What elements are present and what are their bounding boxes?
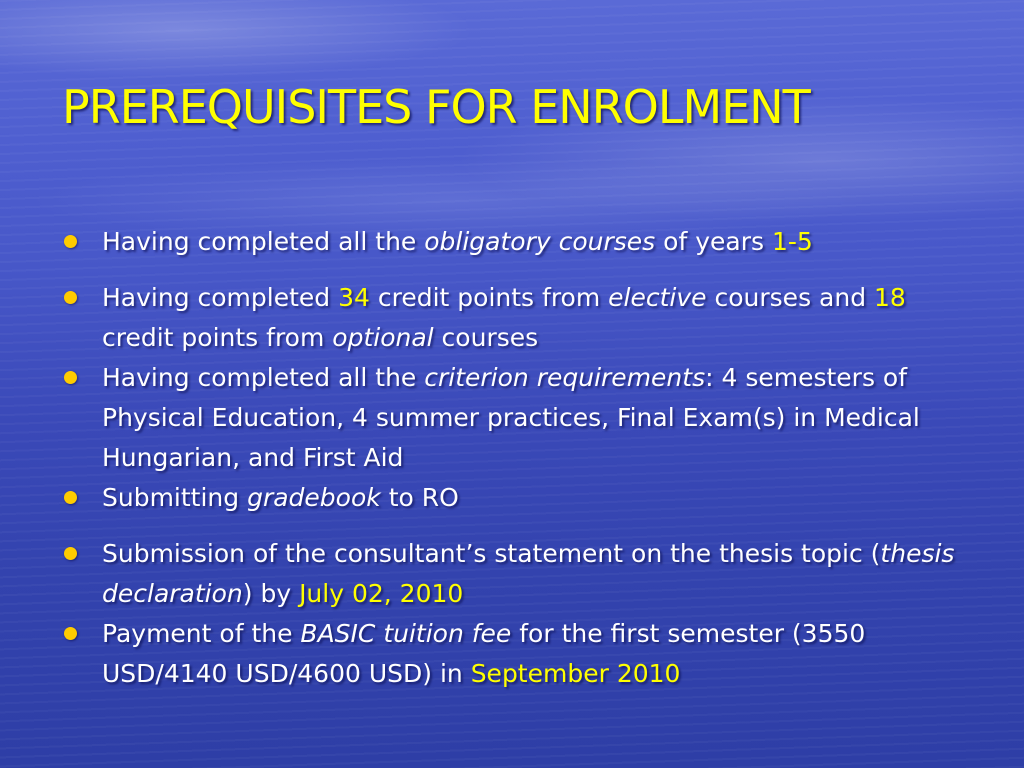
bullet-text: Having completed all the [102, 363, 425, 392]
bullet-highlight: 1-5 [771, 227, 813, 256]
bullet-gradebook [62, 478, 962, 518]
bullet-text: to RO [380, 483, 459, 512]
bullet-text: credit points from [369, 283, 609, 312]
bullet-dot-icon [64, 627, 77, 640]
bullet-list [62, 222, 962, 694]
bullet-dot-icon [64, 491, 77, 504]
bullet-emphasis: thesis declaration [102, 539, 955, 608]
bullet-text: Having completed [102, 283, 339, 312]
bullet-emphasis: elective [608, 283, 707, 312]
bullet-dot-icon [64, 371, 77, 384]
bullet-highlight: September 2010 [470, 659, 681, 688]
bullet-text: Having completed all the [102, 227, 425, 256]
bullet-highlight: 18 [874, 283, 906, 312]
bullet-emphasis: criterion requirements [424, 363, 706, 392]
bullet-obligatory-courses [62, 222, 962, 262]
bullet-text: credit points from [102, 323, 333, 352]
bullet-emphasis: BASIC tuition fee [300, 619, 512, 648]
bullet-emphasis: gradebook [247, 483, 381, 512]
bullet-text: courses and [706, 283, 875, 312]
bullet-text: courses [433, 323, 539, 352]
bullet-text: Payment of the [102, 619, 301, 648]
slide-title: PREREQUISITES FOR ENROLMENT [62, 80, 810, 134]
bullet-tuition-fee [62, 614, 962, 694]
bullet-credit-points [62, 278, 962, 358]
bullet-criterion-requirements [62, 358, 962, 478]
bullet-highlight: July 02, 2010 [299, 579, 464, 608]
bullet-text: Submission of the consultant’s statement on the thesis topic ( [102, 539, 881, 568]
bullet-emphasis: optional [332, 323, 434, 352]
bullet-text: : 4 semesters of Physical Education, 4 summer practices, Final Exam(s) in Medical Hungarian, and First Aid [102, 363, 920, 472]
bullet-dot-icon [64, 547, 77, 560]
bullet-text: of years [655, 227, 772, 256]
bullet-emphasis: obligatory courses [424, 227, 656, 256]
bullet-text: ) by [242, 579, 300, 608]
bullet-highlight: 34 [338, 283, 370, 312]
bullet-text: Submitting [102, 483, 248, 512]
bullet-dot-icon [64, 291, 77, 304]
bullet-dot-icon [64, 235, 77, 248]
bullet-text: for the first semester (3550 USD/4140 USD/4600 USD) in [102, 619, 866, 688]
bullet-thesis-declaration [62, 534, 962, 614]
